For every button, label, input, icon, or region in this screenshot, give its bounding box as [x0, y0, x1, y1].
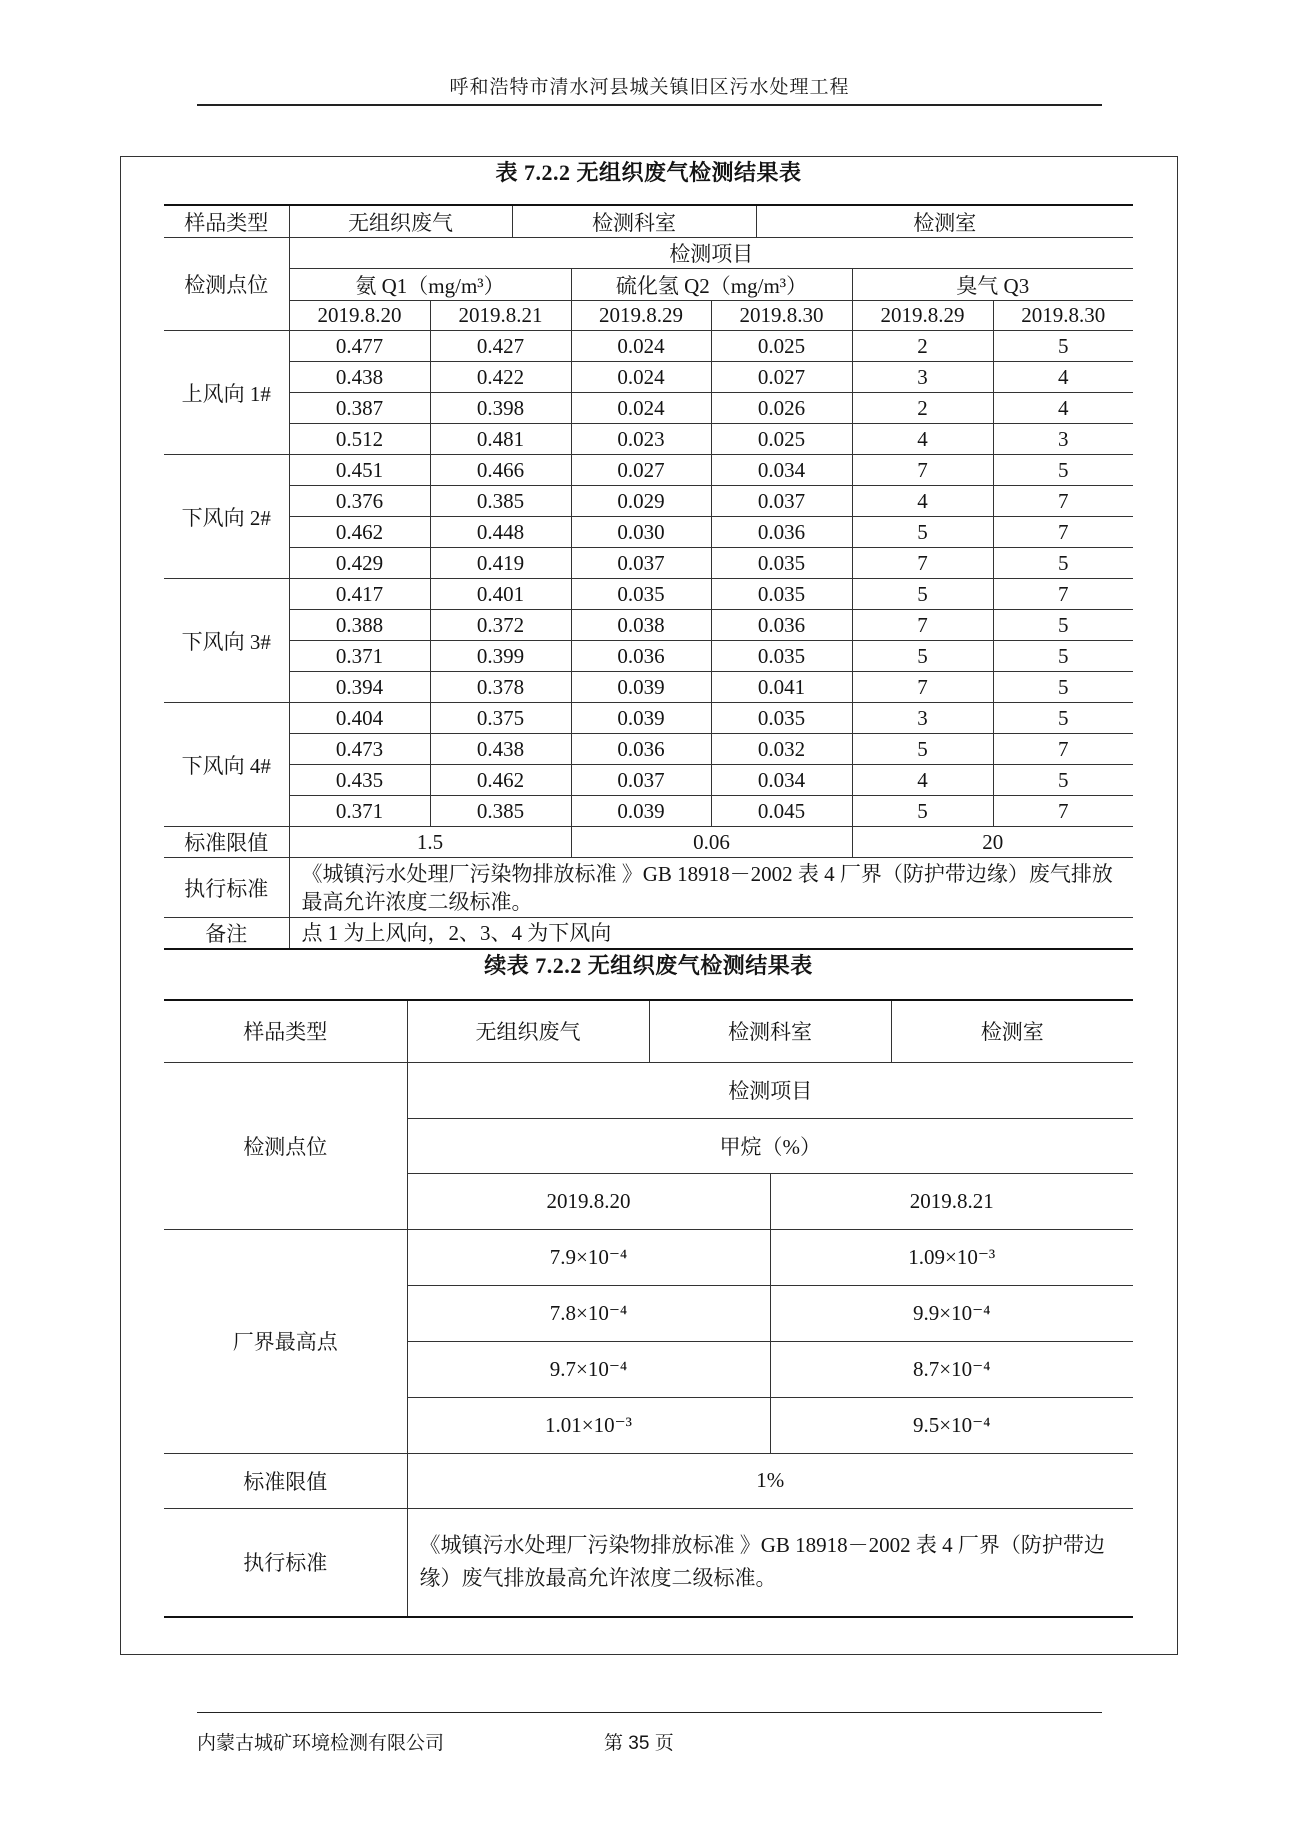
data-row: [164, 455, 1133, 486]
value-cell: 0.035: [711, 641, 852, 672]
value-cell: 0.035: [711, 703, 852, 734]
value-cell: 7.8×10⁻⁴: [407, 1285, 770, 1341]
value-cell: 0.038: [571, 610, 711, 641]
limit-label: 标准限值: [164, 827, 289, 858]
value-cell: 5: [993, 641, 1133, 672]
value-cell: 4: [852, 486, 993, 517]
date-cell: 2019.8.29: [852, 301, 993, 331]
value-cell: 4: [852, 424, 993, 455]
value-cell: 5: [993, 331, 1133, 362]
value-cell: 7: [993, 486, 1133, 517]
value-cell: 1.01×10⁻³: [407, 1397, 770, 1453]
note-text: 点 1 为上风向，2、3、4 为下风向: [289, 918, 1133, 950]
value-cell: 5: [993, 548, 1133, 579]
value-cell: 5: [852, 796, 993, 827]
value-cell: 7: [852, 548, 993, 579]
value-cell: 0.477: [289, 331, 430, 362]
value-cell: 0.398: [430, 393, 571, 424]
sample-type-label: 样品类型: [164, 205, 289, 238]
value-cell: 3: [993, 424, 1133, 455]
value-cell: 0.034: [711, 455, 852, 486]
data-row: [164, 548, 1133, 579]
value-cell: 7: [993, 517, 1133, 548]
date-cell: 2019.8.29: [571, 301, 711, 331]
limit-hydrogen-sulfide: 0.06: [571, 827, 852, 858]
value-cell: 2: [852, 393, 993, 424]
value-cell: 0.399: [430, 641, 571, 672]
data-row: [164, 796, 1133, 827]
value-cell: 0.481: [430, 424, 571, 455]
value-cell: 0.036: [571, 641, 711, 672]
value-cell: 0.037: [571, 548, 711, 579]
table2-results: [164, 999, 1133, 1618]
value-cell: 0.026: [711, 393, 852, 424]
value-cell: 4: [993, 393, 1133, 424]
page-header-title: 呼和浩特市清水河县城关镇旧区污水处理工程: [449, 77, 850, 98]
data-row: [164, 672, 1133, 703]
value-cell: 0.385: [430, 796, 571, 827]
note-row: [164, 918, 1133, 950]
value-cell: 5: [993, 765, 1133, 796]
limit-odor: 20: [852, 827, 1133, 858]
value-cell: 5: [993, 672, 1133, 703]
value-cell: 0.419: [430, 548, 571, 579]
value-cell: 0.039: [571, 703, 711, 734]
value-cell: 0.036: [711, 610, 852, 641]
date-cell: 2019.8.30: [993, 301, 1133, 331]
value-cell: 0.427: [430, 331, 571, 362]
value-cell: 2: [852, 331, 993, 362]
value-cell: 0.036: [711, 517, 852, 548]
value-cell: 0.394: [289, 672, 430, 703]
point-label: 检测点位: [164, 238, 289, 331]
items-row: [164, 1062, 1133, 1118]
header-rule: [197, 104, 1102, 106]
data-row: [164, 641, 1133, 672]
value-cell: 0.462: [430, 765, 571, 796]
value-cell: 0.035: [711, 548, 852, 579]
table2-title: 续表 7.2.2 无组织废气检测结果表: [484, 953, 813, 978]
value-cell: 4: [993, 362, 1133, 393]
value-cell: 0.030: [571, 517, 711, 548]
standard-label: 执行标准: [164, 858, 289, 918]
data-row: [164, 610, 1133, 641]
value-cell: 0.371: [289, 641, 430, 672]
value-cell: 0.466: [430, 455, 571, 486]
item-methane: 甲烷（%）: [407, 1118, 1133, 1173]
dept-label: 检测科室: [649, 1000, 891, 1062]
value-cell: 7.9×10⁻⁴: [407, 1229, 770, 1285]
item-ammonia: 氨 Q1（mg/m³）: [289, 269, 571, 301]
data-row: [164, 486, 1133, 517]
table1-results: [164, 237, 1133, 950]
point-name: 下风向 3#: [164, 579, 289, 703]
value-cell: 0.417: [289, 579, 430, 610]
standard-label: 执行标准: [164, 1508, 407, 1617]
table1-foot: [164, 827, 1133, 950]
item-odor: 臭气 Q3: [852, 269, 1133, 301]
point-name: 下风向 4#: [164, 703, 289, 827]
value-cell: 0.027: [571, 455, 711, 486]
limit-row: [164, 1453, 1133, 1508]
data-row: [164, 517, 1133, 548]
value-cell: 5: [993, 610, 1133, 641]
value-cell: 7: [993, 579, 1133, 610]
standard-text: 《城镇污水处理厂污染物排放标准 》GB 18918－2002 表 4 厂界（防护带边缘）废气排放最高允许浓度二级标准。: [407, 1508, 1133, 1617]
items-label: 检测项目: [407, 1062, 1133, 1118]
item-hydrogen-sulfide: 硫化氢 Q2（mg/m³）: [571, 269, 852, 301]
date-cell: 2019.8.20: [407, 1173, 770, 1229]
data-row: [164, 765, 1133, 796]
data-row: [164, 424, 1133, 455]
date-cell: 2019.8.21: [430, 301, 571, 331]
value-cell: 0.027: [711, 362, 852, 393]
footer-company: 内蒙古城矿环境检测有限公司: [197, 1733, 445, 1754]
sample-type-value: 无组织废气: [289, 205, 512, 238]
data-row: [164, 734, 1133, 765]
value-cell: 0.041: [711, 672, 852, 703]
value-cell: 1.09×10⁻³: [770, 1229, 1133, 1285]
items-row: [164, 238, 1133, 269]
value-cell: 0.036: [571, 734, 711, 765]
value-cell: 9.5×10⁻⁴: [770, 1397, 1133, 1453]
limit-methane: 1%: [407, 1453, 1133, 1508]
sample-type-value: 无组织废气: [407, 1000, 649, 1062]
data-row: [164, 703, 1133, 734]
data-row: [164, 579, 1133, 610]
value-cell: 5: [852, 517, 993, 548]
value-cell: 5: [993, 455, 1133, 486]
footer-rule: [197, 1712, 1102, 1713]
value-cell: 0.401: [430, 579, 571, 610]
value-cell: 0.045: [711, 796, 852, 827]
value-cell: 0.512: [289, 424, 430, 455]
value-cell: 0.024: [571, 393, 711, 424]
value-cell: 7: [852, 455, 993, 486]
data-row: [164, 331, 1133, 362]
point-name: 下风向 2#: [164, 455, 289, 579]
value-cell: 0.429: [289, 548, 430, 579]
value-cell: 0.032: [711, 734, 852, 765]
value-cell: 0.039: [571, 796, 711, 827]
sample-type-row: [164, 1000, 1133, 1062]
dept-value: 检测室: [891, 1000, 1133, 1062]
value-cell: 0.035: [711, 579, 852, 610]
data-row: [164, 362, 1133, 393]
value-cell: 0.039: [571, 672, 711, 703]
table1-sample-row: [164, 204, 1133, 238]
value-cell: 0.435: [289, 765, 430, 796]
limit-ammonia: 1.5: [289, 827, 571, 858]
value-cell: 4: [852, 765, 993, 796]
footer-page-number: 第 35 页: [604, 1733, 674, 1754]
table2-foot: [164, 1453, 1133, 1617]
value-cell: 0.037: [711, 486, 852, 517]
value-cell: 0.438: [430, 734, 571, 765]
value-cell: 0.025: [711, 331, 852, 362]
data-row: [164, 393, 1133, 424]
value-cell: 0.438: [289, 362, 430, 393]
dates-row: [164, 301, 1133, 331]
value-cell: 0.372: [430, 610, 571, 641]
value-cell: 0.029: [571, 486, 711, 517]
sample-type-label: 样品类型: [164, 1000, 407, 1062]
value-cell: 3: [852, 703, 993, 734]
limit-row: [164, 827, 1133, 858]
value-cell: 0.024: [571, 362, 711, 393]
value-cell: 9.9×10⁻⁴: [770, 1285, 1133, 1341]
value-cell: 0.462: [289, 517, 430, 548]
table1-data: [164, 331, 1133, 827]
value-cell: 0.035: [571, 579, 711, 610]
value-cell: 0.422: [430, 362, 571, 393]
value-cell: 7: [993, 796, 1133, 827]
dept-value: 检测室: [756, 205, 1133, 238]
value-cell: 0.037: [571, 765, 711, 796]
value-cell: 0.385: [430, 486, 571, 517]
value-cell: 0.388: [289, 610, 430, 641]
note-label: 备注: [164, 918, 289, 950]
value-cell: 0.448: [430, 517, 571, 548]
data-row: [164, 1229, 1133, 1285]
item-names-row: [164, 269, 1133, 301]
value-cell: 0.024: [571, 331, 711, 362]
dept-label: 检测科室: [512, 205, 756, 238]
table2-head: [164, 1000, 1133, 1229]
point-name: 上风向 1#: [164, 331, 289, 455]
value-cell: 5: [852, 734, 993, 765]
value-cell: 0.451: [289, 455, 430, 486]
value-cell: 9.7×10⁻⁴: [407, 1341, 770, 1397]
standard-row: [164, 1508, 1133, 1617]
date-cell: 2019.8.21: [770, 1173, 1133, 1229]
value-cell: 8.7×10⁻⁴: [770, 1341, 1133, 1397]
value-cell: 7: [852, 672, 993, 703]
value-cell: 0.371: [289, 796, 430, 827]
value-cell: 5: [852, 641, 993, 672]
table1-head: [164, 238, 1133, 331]
value-cell: 7: [993, 734, 1133, 765]
table1-title: 表 7.2.2 无组织废气检测结果表: [495, 160, 802, 185]
point-name: 厂界最高点: [164, 1229, 407, 1453]
value-cell: 0.473: [289, 734, 430, 765]
value-cell: 5: [852, 579, 993, 610]
value-cell: 0.025: [711, 424, 852, 455]
value-cell: 0.404: [289, 703, 430, 734]
standard-row: [164, 858, 1133, 918]
value-cell: 0.375: [430, 703, 571, 734]
value-cell: 0.023: [571, 424, 711, 455]
limit-label: 标准限值: [164, 1453, 407, 1508]
items-label: 检测项目: [289, 238, 1133, 269]
point-label: 检测点位: [164, 1062, 407, 1229]
value-cell: 0.387: [289, 393, 430, 424]
value-cell: 0.034: [711, 765, 852, 796]
value-cell: 0.376: [289, 486, 430, 517]
value-cell: 3: [852, 362, 993, 393]
value-cell: 0.378: [430, 672, 571, 703]
table2-data: [164, 1229, 1133, 1453]
value-cell: 5: [993, 703, 1133, 734]
standard-text: 《城镇污水处理厂污染物排放标准 》GB 18918－2002 表 4 厂界（防护带边缘）废气排放最高允许浓度二级标准。: [289, 858, 1133, 918]
value-cell: 7: [852, 610, 993, 641]
date-cell: 2019.8.20: [289, 301, 430, 331]
date-cell: 2019.8.30: [711, 301, 852, 331]
sample-type-row: [164, 205, 1133, 238]
